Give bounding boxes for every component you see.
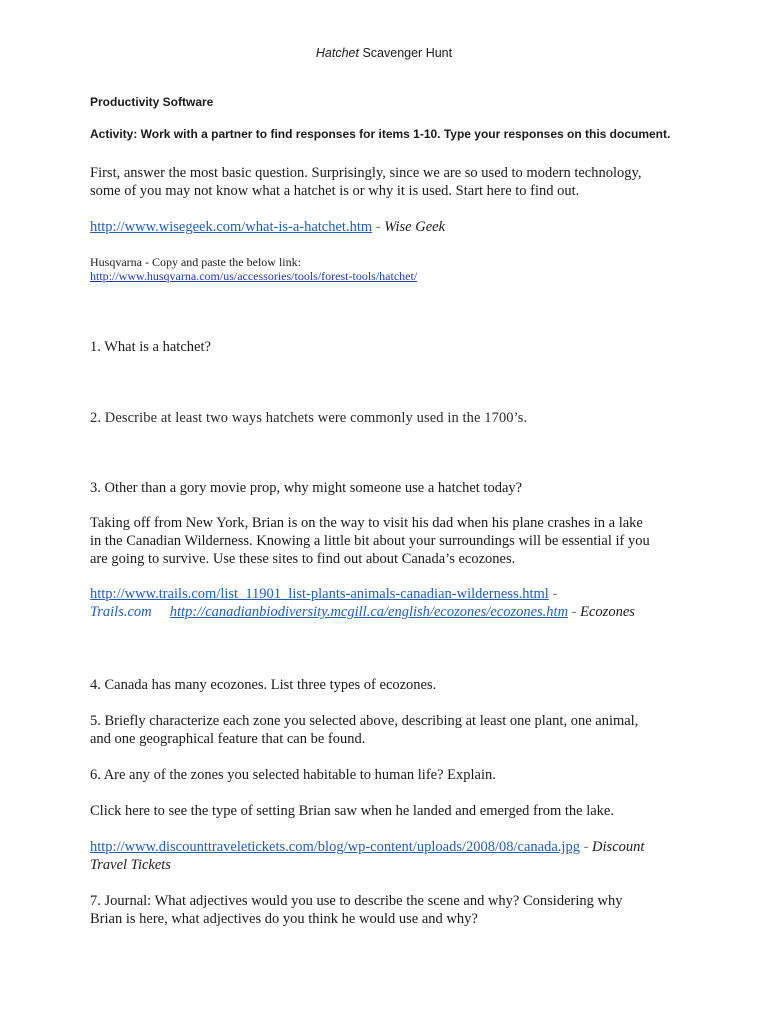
ecozone-links [90,585,690,621]
question-5-line-2: and one geographical feature that can be found. [90,731,366,747]
discount-link[interactable]: http://www.discounttraveletickets.com/blog/wp-content/uploads/2008/08/canada.jpg [90,839,580,855]
intro-line-2: some of you may not know what a hatchet is or why it is used. Start here to find out. [90,183,580,199]
question-6: 6. Are any of the zones you selected habitable to human life? Explain. [90,767,496,783]
click-here-text: Click here to see the type of setting Brian saw when he landed and emerged from the lake. [90,803,614,819]
question-5-line-1: 5. Briefly characterize each zone you selected above, describing at least one plant, one animal, [90,713,639,729]
document-title [90,46,678,60]
trails-source: Trails.com [90,604,152,620]
question-2: 2. Describe at least two ways hatchets were commonly used in the 1700’s. [90,410,528,426]
discount-source-2: Travel Tickets [90,857,171,873]
discount-sep: - [579,839,593,855]
husqvarna-block [90,255,690,283]
question-5 [90,712,690,748]
discount-source-1: Discount [592,839,645,855]
husqvarna-link[interactable]: http://www.husqvarna.com/us/accessories/tools/forest-tools/hatchet/ [90,269,418,283]
document-page [90,0,690,1024]
ecozones-link[interactable]: http://canadianbiodiversity.mcgill.ca/english/ecozones/ecozones.htm [169,604,569,620]
wisegeek-sep: - [372,219,385,235]
story-line-1: Taking off from New York, Brian is on the way to visit his dad when his plane crashes in a lake [90,515,643,531]
question-7-line-2: Brian is here, what adjectives do you think he would use and why? [90,911,478,927]
activity-label: Activity: [90,127,138,141]
trails-link[interactable]: http://www.trails.com/list_11901_list-plants-animals-canadian-wilderness.html [90,586,549,602]
question-1: 1. What is a hatchet? [90,339,211,355]
question-7 [90,892,690,928]
question-7-line-1: 7. Journal: What adjectives would you use to describe the scene and why? Considering why [90,893,623,909]
intro-line-1: First, answer the most basic question. Surprisingly, since we are so used to modern technology, [90,165,642,181]
activity-text: Work with a partner to find responses for items 1-10. Type your responses on this document. [137,127,671,141]
question-4: 4. Canada has many ecozones. List three types of ecozones. [90,677,437,693]
question-3: 3. Other than a gory movie prop, why might someone use a hatchet today? [90,480,523,496]
ecozones-source: Ecozones [580,604,635,620]
wisegeek-source: Wise Geek [384,219,446,235]
ecozones-sep: - [568,604,581,620]
story-line-2: in the Canadian Wilderness. Knowing a little bit about your surroundings will be essential if you [90,533,650,549]
section-label: Productivity Software [90,95,214,109]
wisegeek-link[interactable]: http://www.wisegeek.com/what-is-a-hatchet.htm [90,219,373,235]
discount-link-line [90,838,690,874]
story-paragraph [90,514,690,568]
husqvarna-note: Husqvarna - Copy and paste the below link: [90,255,301,269]
activity-line [90,127,670,141]
intro-paragraph [90,164,690,200]
title-italic: Hatchet [315,46,359,60]
wisegeek-link-line [90,218,690,236]
title-rest: Scavenger Hunt [358,46,453,60]
story-line-3: are going to survive. Use these sites to find out about Canada’s ecozones. [90,551,516,567]
trails-sep: - [548,586,558,602]
